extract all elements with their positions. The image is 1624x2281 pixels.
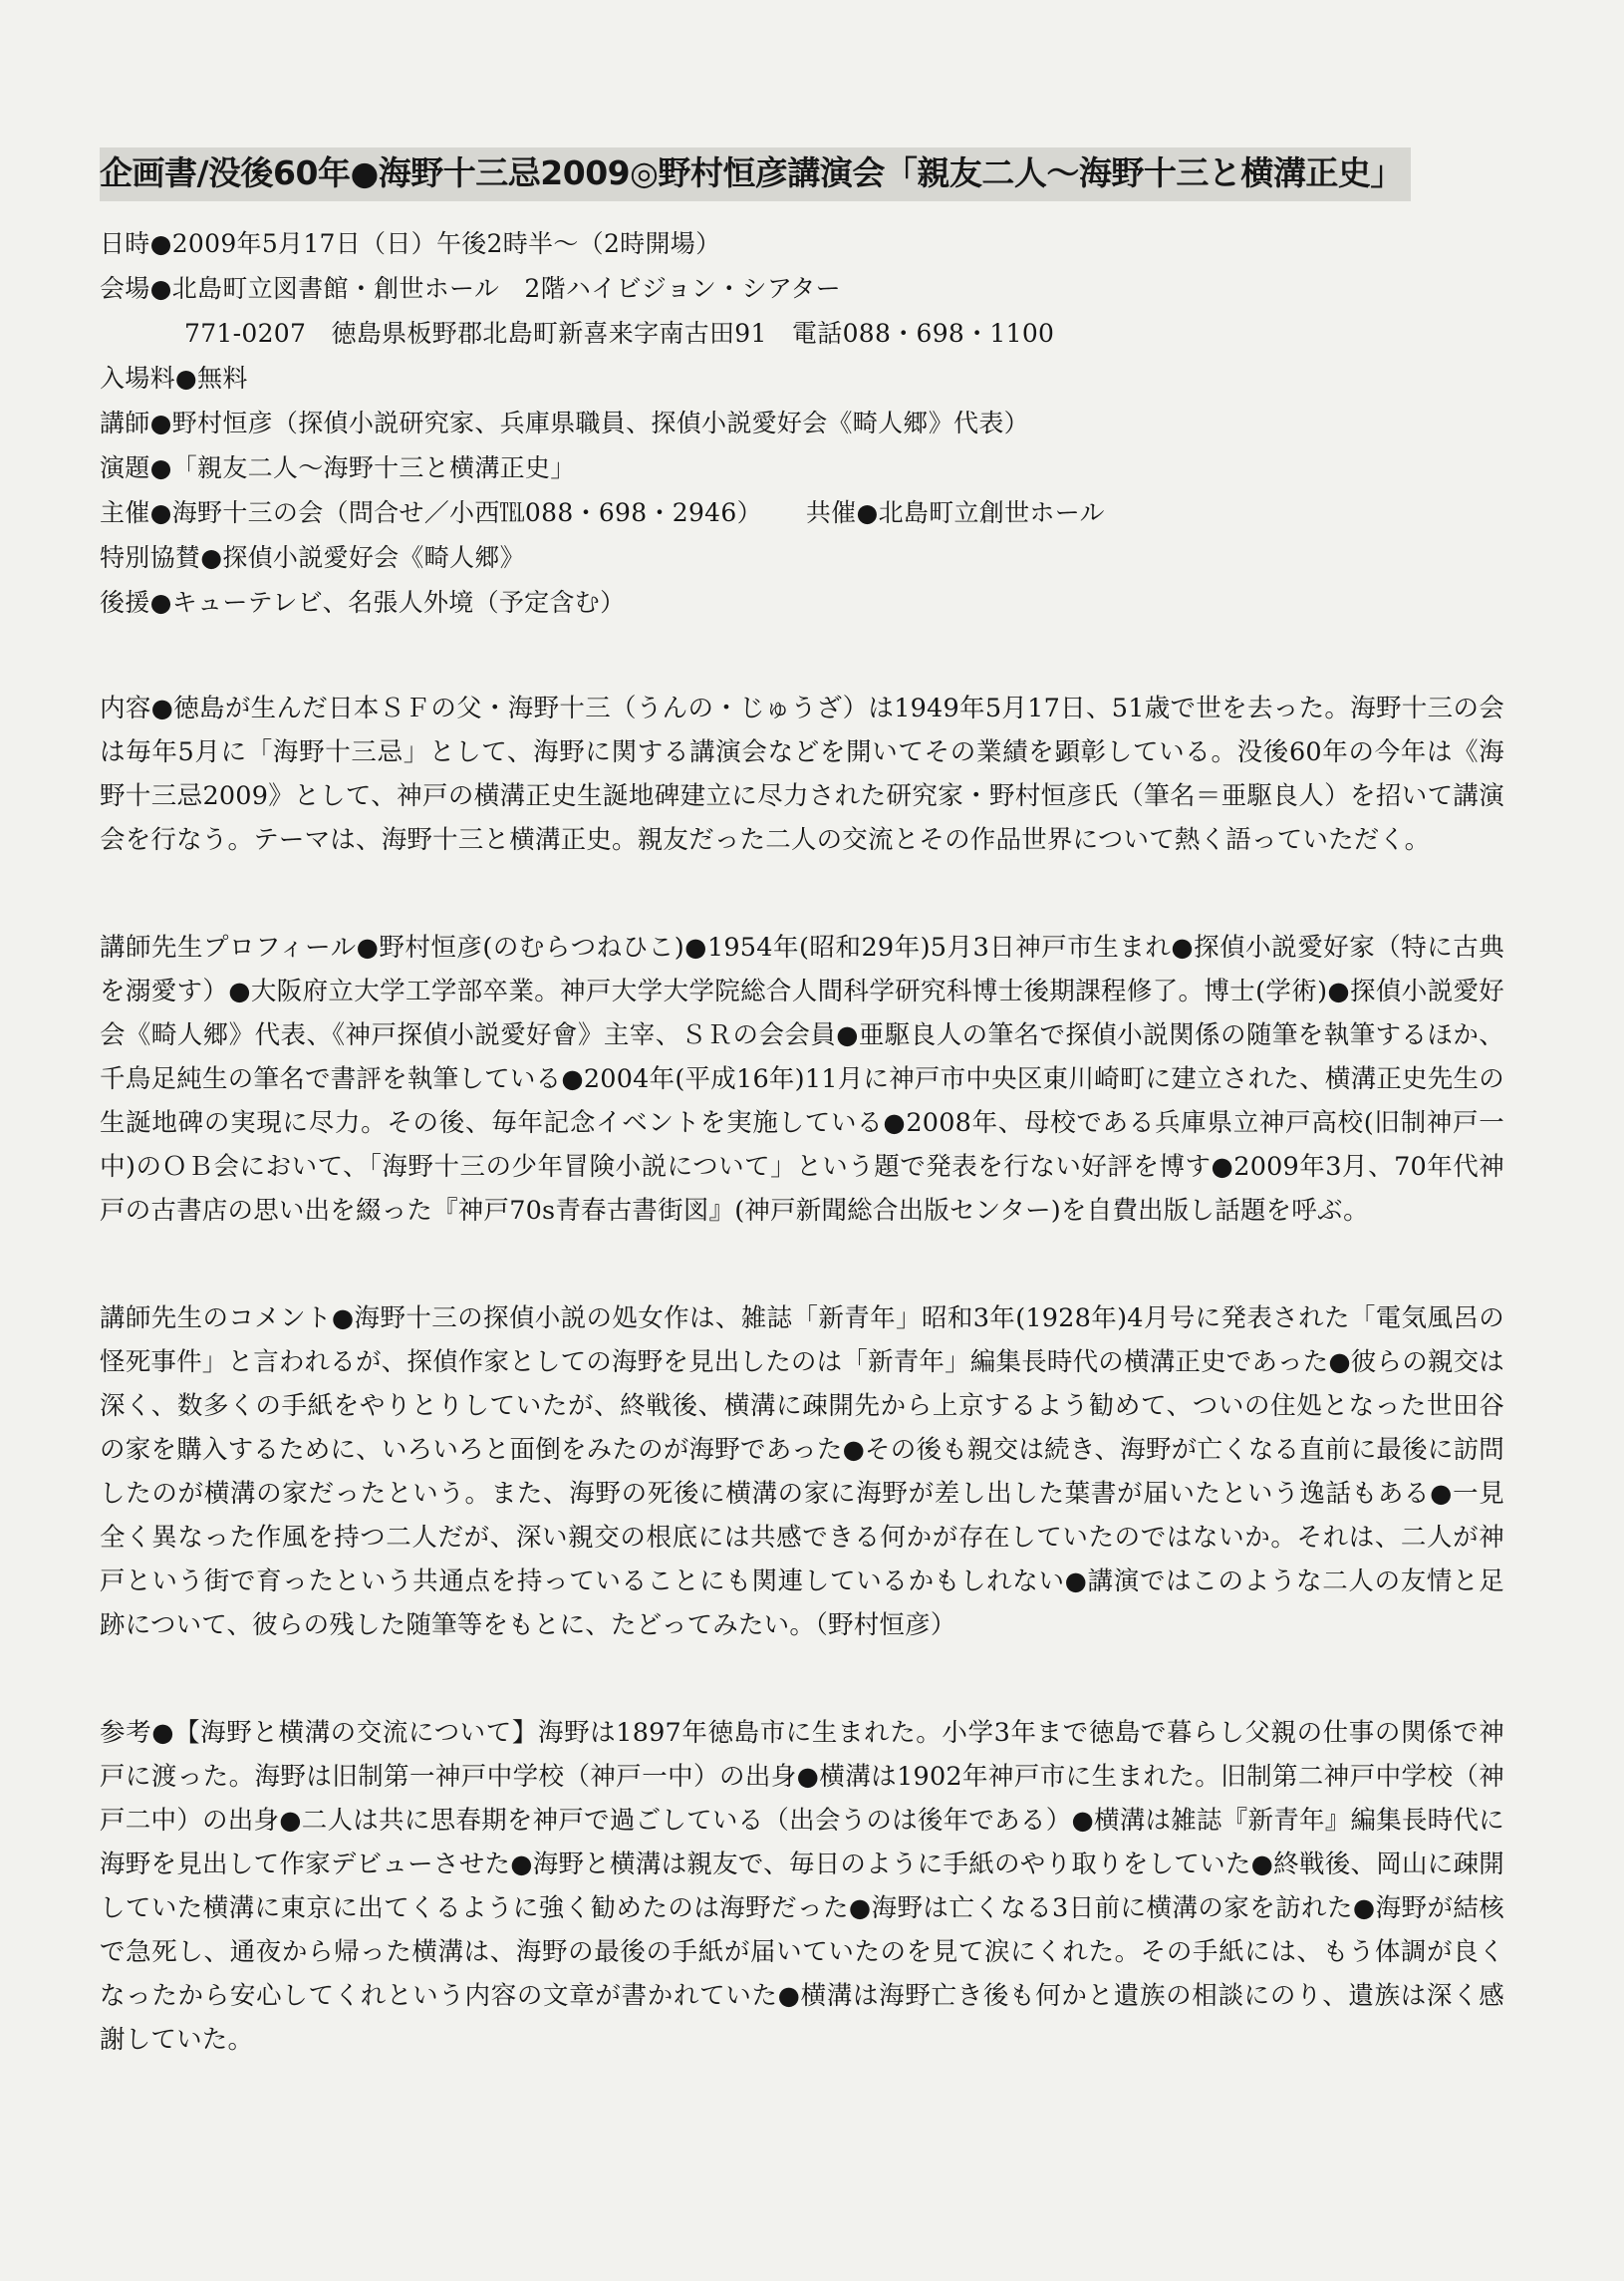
reference-paragraph: 参考●【海野と横溝の交流について】海野は1897年徳島市に生まれた。小学3年まで徳島で暮らし父親の仕事の関係で神戸に渡った。海野は旧制第一神戸中学校（神戸一中）の出身●横溝は1902年神戸市に生まれた。旧制第二神戸中学校（神戸二中）の出身●二人は共に思春期を神戸で過ごしている（出会うのは後年である）●横溝は雑誌『新青年』編集長時代に海野を見出して作家デビューさせた●海野と横溝は親友で、毎日のように手紙のやり取りをしていた●終戦後、岡山に疎開していた横溝に東京に出てくるように強く勧めたのは海野だった●海野は亡くなる3日前に横溝の家を訪れた●海野が結核で急死し、通夜から帰った横溝は、海野の最後の手紙が届いていたのを見て涙にくれた。その手紙には、もう体調が良くなったから安心してくれという内容の文章が書かれていた●横溝は海野亡き後も何かと遺族の相談にのり、遺族は深く感謝していた。 (100, 1718, 1504, 2055)
info-cohost: 共催●北島町立創世ホール (805, 498, 1105, 527)
comment-paragraph: 講師先生のコメント●海野十三の探偵小説の処女作は、雑誌「新青年」昭和3年(1928年)4月号に発表された「電気風呂の怪死事件」と言われるが、探偵作家としての海野を見出したのは「新青年」編集長時代の横溝正史であった●彼らの親交は深く、数多くの手紙をやりとりしていたが、終戦後、横溝に疎開先から上京するよう勧めて、ついの住処となった世田谷の家を購入するために、いろいろと面倒をみたのが海野であった●その後も親交は続き、海野が亡くなる直前に最後に訪問したのが横溝の家だったという。また、海野の死後に横溝の家に海野が差し出した葉書が届いたという逸話もある●一見全く異なった作風を持つ二人だが、深い親交の根底には共感できる何かが存在していたのではないか。それは、二人が神戸という街で育ったという共通点を持っていることにも関連しているかもしれない●講演ではこのような二人の友情と足跡について、彼らの残した随筆等をもとに、たどってみたい。（野村恒彦） (100, 1303, 1504, 1640)
info-special-sponsor: 特別協賛●探偵小説愛好会《畸人郷》 (100, 543, 525, 572)
info-topic: 演題●「親友二人〜海野十三と横溝正史」 (100, 453, 576, 482)
profile-paragraph: 講師先生プロフィール●野村恒彦(のむらつねひこ)●1954年(昭和29年)5月3日神戸市生まれ●探偵小説愛好家（特に古典を溺愛す）●大阪府立大学工学部卒業。神戸大学大学院総合人間科学研究科博士後期課程修了。博士(学術)●探偵小説愛好会《畸人郷》代表、《神戸探偵小説愛好會》主宰、ＳＲの会会員●亜駆良人の筆名で探偵小説関係の随筆を執筆するほか、千鳥足純生の筆名で書評を執筆している●2004年(平成16年)11月に神戸市中央区東川崎町に建立された、横溝正史先生の生誕地碑の実現に尽力。その後、毎年記念イベントを実施している●2008年、母校である兵庫県立神戸高校(旧制神戸一中)のＯＢ会において、「海野十三の少年冒険小説について」という題で発表を行ない好評を博す●2009年3月、70年代神戸の古書店の思い出を綴った『神戸70s青春古書街図』(神戸新聞総合出版センター)を自費出版し話題を呼ぶ。 (100, 933, 1504, 1226)
info-venue: 会場●北島町立図書館・創世ホール 2階ハイビジョン・シアター (100, 274, 841, 303)
document-title: 企画書/没後60年●海野十三忌2009◎野村恒彦講演会「親友二人〜海野十三と横溝正史」 (100, 147, 1411, 201)
info-organizer: 主催●海野十三の会（問合せ／小西℡088・698・2946） (100, 498, 762, 527)
info-address: 771-0207 徳島県板野郡北島町新喜来字南古田91 電話088・698・1100 (184, 319, 1055, 348)
info-lecturer: 講師●野村恒彦（探偵小説研究家、兵庫県職員、探偵小説愛好会《畸人郷》代表） (100, 409, 1029, 437)
info-admission: 入場料●無料 (100, 364, 248, 393)
content-paragraph: 内容●徳島が生んだ日本ＳＦの父・海野十三（うんの・じゅうざ）は1949年5月17日、51歳で世を去った。海野十三の会は毎年5月に「海野十三忌」として、海野に関する講演会などを開いてその業績を顕彰している。没後60年の今年は《海野十三忌2009》として、神戸の横溝正史生誕地碑建立に尽力された研究家・野村恒彦氏（筆名＝亜駆良人）を招いて講演会を行なう。テーマは、海野十三と横溝正史。親友だった二人の交流とその作品世界について熱く語っていただく。 (100, 694, 1504, 855)
info-organizer-line (100, 490, 1504, 535)
info-support: 後援●キューテレビ、名張人外境（予定含む） (100, 588, 626, 617)
event-info (100, 221, 1504, 625)
title-row (100, 147, 1504, 201)
info-datetime: 日時●2009年5月17日（日）午後2時半〜（2時開場） (100, 229, 721, 258)
